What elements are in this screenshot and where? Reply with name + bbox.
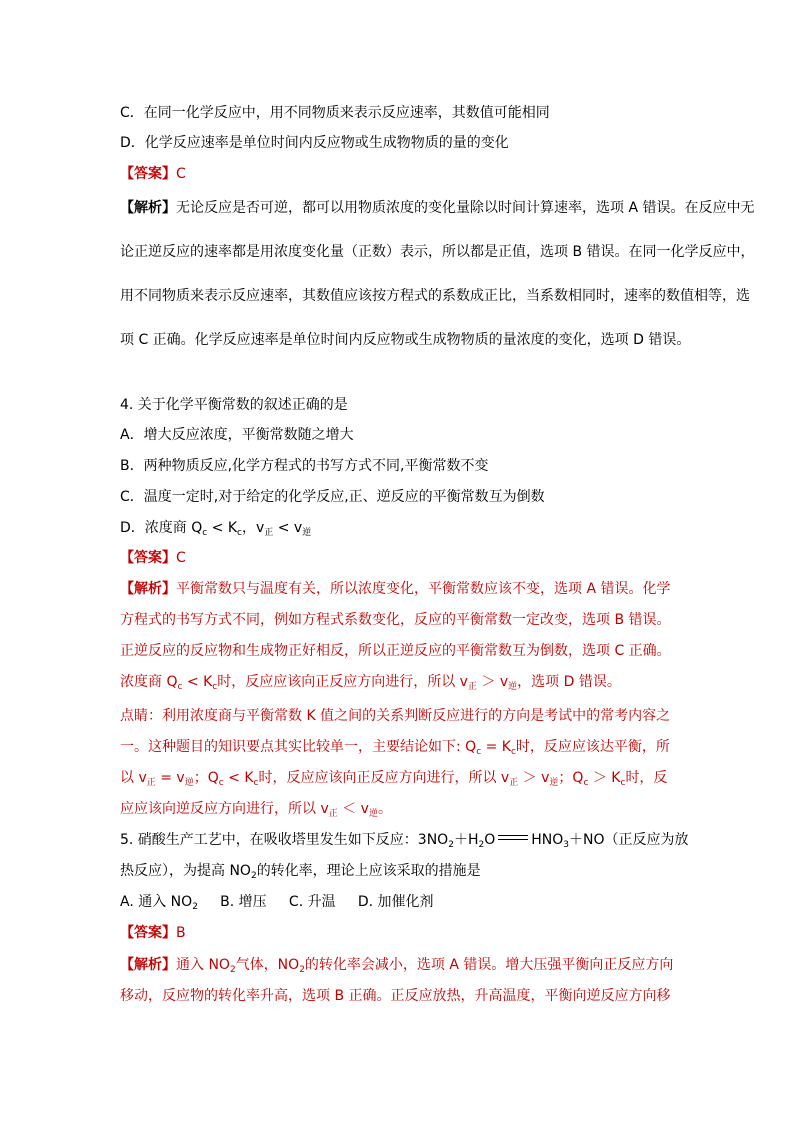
q4-option-d [120,518,311,538]
text: 热反应），为提高 NO [120,863,251,879]
subscript: 逆 [302,528,312,538]
text: D．浓度商 Q [120,520,203,536]
q5-options [120,892,434,912]
q5-analysis-line: 移动，反应物的转化率升高，选项 B 正确。正反应放热，升高温度，平衡向逆反应方向移 [120,988,671,1004]
text: ；Q [558,770,584,786]
question-4-stem: 4. 关于化学平衡常数的叙述正确的是 [120,397,348,413]
subscript: c [218,778,224,788]
analysis-tag: 【解析】 [120,957,176,973]
text: ＞ v [518,770,550,786]
text: 的转化率，理论上应该采取的措施是 [256,863,481,879]
q4-option-b: B．两种物质反应,化学方程式的书写方式不同,平衡常数不变 [120,458,489,474]
q5-answer [120,923,186,943]
text: 时，反 [625,770,668,786]
text: ＋NO（正反应为放 [569,832,689,848]
text: HNO [531,832,564,848]
text: 浓度商 Q [120,674,178,690]
text: 以 v [120,770,147,786]
analysis-text: 无论反应是否可逆，都可以用物质浓度的变化量除以时间计算速率，选项 A 错误。在反应中无 [176,200,755,216]
answer-tag: 【答案】 [120,925,176,941]
subscript: 2 [478,840,485,850]
subscript: 2 [229,965,236,975]
subscript: 逆 [368,809,378,819]
text: = v [155,770,185,786]
reversible-arrow-icon [498,834,528,842]
text: ，v [241,520,265,536]
subscript: 正 [509,778,519,788]
analysis-line [120,198,754,218]
q4-tip-line [120,768,667,788]
subscript: 正 [264,528,274,538]
text: 5. 硝酸生产工艺中，在吸收塔里发生如下反应：3NO [120,832,449,848]
text: < K [182,674,213,690]
text: 一。这种题目的知识要点其实比较单一，主要结论如下: Q [120,739,477,755]
analysis-tag: 【解析】 [120,581,176,597]
subscript: 2 [299,965,305,975]
question-5-stem [120,830,689,850]
text: 气体，NO [235,957,300,973]
subscript: c [620,778,626,788]
q4-analysis-line [120,672,621,692]
answer-value: C [176,550,186,566]
option-d: D．化学反应速率是单位时间内反应物或生成物物质的量的变化 [120,135,509,151]
analysis-line: 论正逆反应的速率都是用浓度变化量（正数）表示，所以都是正值，选项 B 错误。在同一化学反应中， [120,244,755,260]
text: ＞ K [588,770,621,786]
text: < K [223,770,254,786]
subscript: c [177,682,183,692]
answer-line [120,164,186,184]
text: 时，反应应该向正反应方向进行，所以 v [217,674,468,690]
subscript: c [202,528,208,538]
text: 应应该向逆反应方向进行，所以 v [120,801,329,817]
analysis-tag: 【解析】 [120,200,176,216]
subscript: 2 [250,871,257,881]
subscript: c [237,528,242,538]
q4-tip-line: 点睛：利用浓度商与平衡常数 K 值之间的关系判断反应进行的方向是考试中的常考内容之 [120,708,671,724]
subscript: c [583,778,589,788]
text: 时，反应应该达平衡，所 [515,739,670,755]
text: ＜ v [337,801,369,817]
q4-option-c: C．温度一定时,对于给定的化学反应,正、逆反应的平衡常数互为倒数 [120,489,545,505]
q4-tip-line [120,737,670,757]
text: 。 [377,801,392,817]
text: A. 通入 NO [120,894,193,910]
q4-analysis-line: 正逆反应的反应物和生成物正好相反，所以正逆反应的平衡常数互为倒数，选项 C 正确。 [120,643,671,659]
text: ；Q [193,770,219,786]
subscript: 逆 [508,682,518,692]
subscript: 2 [448,840,454,850]
subscript: c [476,747,482,757]
q4-analysis-line: 方程式的书写方式不同，例如方程式系数变化，反应的平衡常数一定改变，选项 B 错误。 [120,612,671,628]
q5-analysis-line [120,955,673,975]
text: = K [481,739,511,755]
analysis-line: 项 C 正确。化学反应速率是单位时间内反应物或生成物物质的量浓度的变化，选项 D 错误。 [120,332,691,348]
text: < v [273,520,303,536]
question-5-stem [120,861,481,881]
analysis-line: 用不同物质来表示反应速率，其数值应该按方程式的系数成正比，当系数相同时，速率的数值相等，选 [120,288,750,304]
text: O [484,832,496,848]
answer-value: B [176,925,186,941]
text: 通入 NO [176,957,230,973]
subscript: 逆 [184,778,194,788]
text: ＞ v [476,674,509,690]
text: 时，反应应该向正反应方向进行，所以 v [258,770,510,786]
subscript: 正 [467,682,477,692]
subscript: 2 [192,902,198,912]
subscript: 逆 [549,778,559,788]
subscript: c [510,747,516,757]
subscript: 3 [563,840,570,850]
answer-tag: 【答案】 [120,550,176,566]
analysis-text: 平衡常数只与温度有关，所以浓度变化，平衡常数应该不变，选项 A 错误。化学 [176,581,671,597]
subscript: 正 [146,778,156,788]
text: B. 增压 C. 升温 D. 加催化剂 [197,894,434,910]
subscript: 正 [328,809,338,819]
answer-value: C [176,166,186,182]
text: ＋H [453,832,479,848]
subscript: c [253,778,259,788]
subscript: c [212,682,218,692]
text: < K [207,520,238,536]
text: 的转化率会减小，选项 A 错误。增大压强平衡向正反应方向 [304,957,674,973]
answer-tag: 【答案】 [120,166,176,182]
q4-analysis-line [120,579,670,599]
q4-answer [120,548,186,568]
q4-option-a: A．增大反应浓度，平衡常数随之增大 [120,427,354,443]
text: ，选项 D 错误。 [517,674,621,690]
option-c: C．在同一化学反应中，用不同物质来表示反应速率，其数值可能相同 [120,105,550,121]
q4-tip-line [120,799,392,819]
